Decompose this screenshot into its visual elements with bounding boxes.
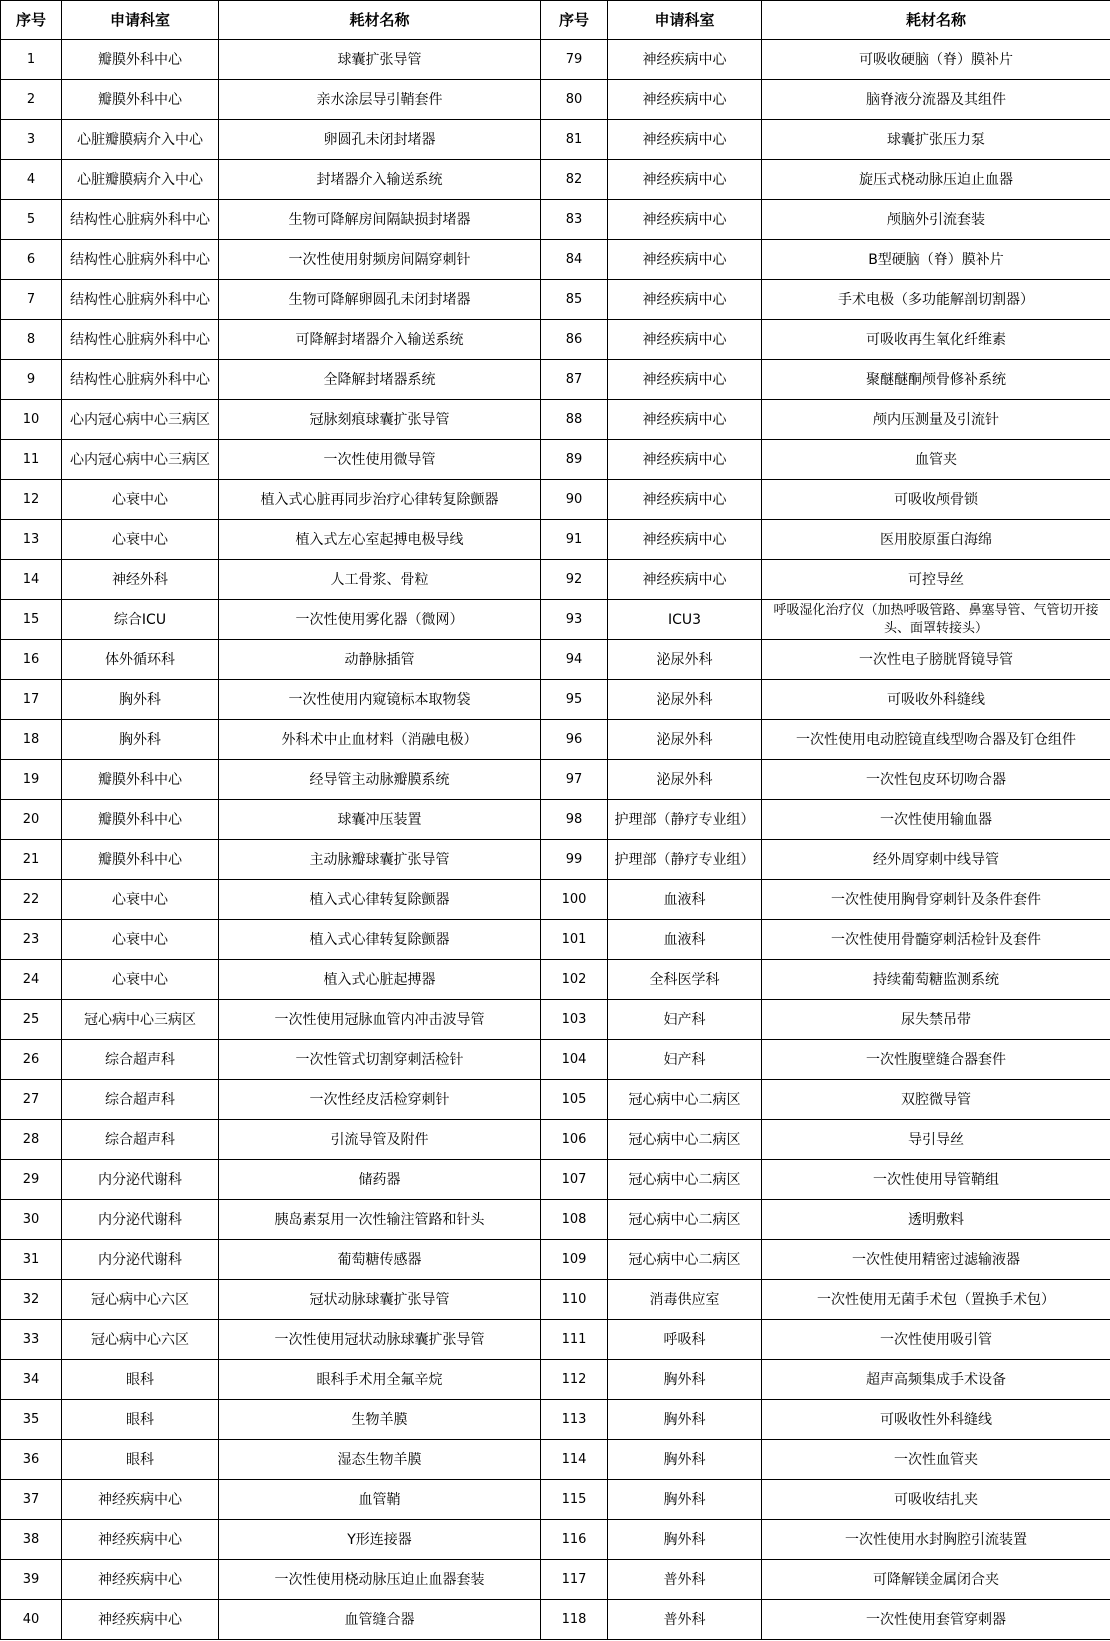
- cell-seq-left: 2: [1, 80, 62, 120]
- table-row: [1, 1480, 1110, 1520]
- cell-seq-left: 32: [1, 1280, 62, 1320]
- cell-seq-left: 38: [1, 1520, 62, 1560]
- cell-item-name-left: 湿态生物羊膜: [219, 1440, 541, 1480]
- cell-seq-left: 12: [1, 480, 62, 520]
- cell-department-left: 结构性心脏病外科中心: [62, 320, 219, 360]
- cell-department-right: 冠心病中心二病区: [608, 1160, 762, 1200]
- cell-seq-left: 26: [1, 1040, 62, 1080]
- cell-seq-left: 31: [1, 1240, 62, 1280]
- cell-item-name-left: 动静脉插管: [219, 640, 541, 680]
- table-body: [1, 40, 1110, 1640]
- cell-department-left: 结构性心脏病外科中心: [62, 280, 219, 320]
- cell-seq-right: 99: [541, 840, 608, 880]
- cell-department-left: 眼科: [62, 1360, 219, 1400]
- cell-seq-right: 91: [541, 520, 608, 560]
- cell-item-name-left: 卵圆孔未闭封堵器: [219, 120, 541, 160]
- header-seq-right: 序号: [541, 1, 608, 40]
- cell-item-name-right: 呼吸湿化治疗仪（加热呼吸管路、鼻塞导管、气管切开接头、面罩转接头）: [762, 600, 1110, 640]
- cell-item-name-left: 一次性使用内窥镜标本取物袋: [219, 680, 541, 720]
- cell-department-right: 胸外科: [608, 1520, 762, 1560]
- cell-item-name-right: 导引导丝: [762, 1120, 1110, 1160]
- cell-seq-right: 80: [541, 80, 608, 120]
- cell-department-left: 心脏瓣膜病介入中心: [62, 120, 219, 160]
- cell-seq-left: 21: [1, 840, 62, 880]
- cell-department-left: 神经疾病中心: [62, 1520, 219, 1560]
- table-row: [1, 280, 1110, 320]
- cell-item-name-right: 旋压式桡动脉压迫止血器: [762, 160, 1110, 200]
- cell-department-left: 瓣膜外科中心: [62, 40, 219, 80]
- table-row: [1, 1200, 1110, 1240]
- cell-item-name-left: 一次性使用冠脉血管内冲击波导管: [219, 1000, 541, 1040]
- table-row: [1, 1320, 1110, 1360]
- cell-seq-right: 105: [541, 1080, 608, 1120]
- cell-department-left: 综合超声科: [62, 1080, 219, 1120]
- cell-department-right: 普外科: [608, 1560, 762, 1600]
- cell-item-name-left: 经导管主动脉瓣膜系统: [219, 760, 541, 800]
- cell-department-left: 瓣膜外科中心: [62, 760, 219, 800]
- table-row: [1, 400, 1110, 440]
- cell-department-right: 神经疾病中心: [608, 360, 762, 400]
- table-row: [1, 440, 1110, 480]
- cell-item-name-left: 一次性使用射频房间隔穿刺针: [219, 240, 541, 280]
- cell-item-name-left: 外科术中止血材料（消融电极）: [219, 720, 541, 760]
- header-seq-left: 序号: [1, 1, 62, 40]
- cell-seq-left: 14: [1, 560, 62, 600]
- header-department-left: 申请科室: [62, 1, 219, 40]
- cell-department-left: 心衰中心: [62, 960, 219, 1000]
- cell-item-name-right: 颅脑外引流套装: [762, 200, 1110, 240]
- table-row: [1, 1520, 1110, 1560]
- table-row: [1, 720, 1110, 760]
- cell-department-right: 血液科: [608, 920, 762, 960]
- cell-seq-right: 89: [541, 440, 608, 480]
- cell-seq-right: 109: [541, 1240, 608, 1280]
- table-row: [1, 80, 1110, 120]
- cell-department-right: 冠心病中心二病区: [608, 1240, 762, 1280]
- cell-seq-right: 81: [541, 120, 608, 160]
- cell-seq-left: 23: [1, 920, 62, 960]
- cell-seq-left: 1: [1, 40, 62, 80]
- table-row: [1, 1440, 1110, 1480]
- header-department-right: 申请科室: [608, 1, 762, 40]
- cell-item-name-right: 脑脊液分流器及其组件: [762, 80, 1110, 120]
- cell-seq-left: 15: [1, 600, 62, 640]
- cell-item-name-left: 冠状动脉球囊扩张导管: [219, 1280, 541, 1320]
- cell-department-left: 内分泌代谢科: [62, 1160, 219, 1200]
- table-row: [1, 240, 1110, 280]
- table-row: [1, 1080, 1110, 1120]
- cell-seq-right: 82: [541, 160, 608, 200]
- cell-item-name-left: 生物可降解房间隔缺损封堵器: [219, 200, 541, 240]
- cell-seq-left: 37: [1, 1480, 62, 1520]
- cell-seq-left: 34: [1, 1360, 62, 1400]
- cell-department-left: 综合ICU: [62, 600, 219, 640]
- cell-item-name-left: 全降解封堵器系统: [219, 360, 541, 400]
- cell-item-name-right: 持续葡萄糖监测系统: [762, 960, 1110, 1000]
- cell-item-name-right: 一次性使用精密过滤输液器: [762, 1240, 1110, 1280]
- table-row: [1, 1280, 1110, 1320]
- cell-seq-left: 20: [1, 800, 62, 840]
- cell-department-right: 胸外科: [608, 1440, 762, 1480]
- cell-item-name-right: 可吸收结扎夹: [762, 1480, 1110, 1520]
- cell-item-name-right: 可吸收性外科缝线: [762, 1400, 1110, 1440]
- cell-item-name-right: 一次性使用吸引管: [762, 1320, 1110, 1360]
- cell-seq-left: 28: [1, 1120, 62, 1160]
- cell-seq-left: 24: [1, 960, 62, 1000]
- cell-seq-right: 96: [541, 720, 608, 760]
- cell-department-left: 神经疾病中心: [62, 1600, 219, 1640]
- cell-seq-left: 33: [1, 1320, 62, 1360]
- cell-item-name-left: 生物可降解卵圆孔未闭封堵器: [219, 280, 541, 320]
- cell-department-right: 胸外科: [608, 1480, 762, 1520]
- cell-department-right: 神经疾病中心: [608, 80, 762, 120]
- cell-item-name-right: 一次性使用导管鞘组: [762, 1160, 1110, 1200]
- cell-seq-left: 4: [1, 160, 62, 200]
- cell-seq-right: 86: [541, 320, 608, 360]
- cell-seq-left: 18: [1, 720, 62, 760]
- table-row: [1, 1560, 1110, 1600]
- cell-department-left: 心内冠心病中心三病区: [62, 440, 219, 480]
- cell-department-left: 冠心病中心六区: [62, 1320, 219, 1360]
- cell-item-name-left: 封堵器介入输送系统: [219, 160, 541, 200]
- cell-seq-left: 3: [1, 120, 62, 160]
- cell-seq-left: 25: [1, 1000, 62, 1040]
- cell-item-name-left: 胰岛素泵用一次性输注管路和针头: [219, 1200, 541, 1240]
- cell-department-right: 神经疾病中心: [608, 280, 762, 320]
- cell-item-name-right: 双腔微导管: [762, 1080, 1110, 1120]
- cell-item-name-left: 血管鞘: [219, 1480, 541, 1520]
- table-row: [1, 680, 1110, 720]
- cell-department-right: 冠心病中心二病区: [608, 1120, 762, 1160]
- table-row: [1, 560, 1110, 600]
- cell-item-name-left: 亲水涂层导引鞘套件: [219, 80, 541, 120]
- cell-department-left: 冠心病中心三病区: [62, 1000, 219, 1040]
- cell-item-name-left: 冠脉刻痕球囊扩张导管: [219, 400, 541, 440]
- cell-department-right: 神经疾病中心: [608, 560, 762, 600]
- cell-seq-right: 87: [541, 360, 608, 400]
- cell-item-name-left: 可降解封堵器介入输送系统: [219, 320, 541, 360]
- cell-department-left: 结构性心脏病外科中心: [62, 360, 219, 400]
- cell-item-name-right: 经外周穿刺中线导管: [762, 840, 1110, 880]
- cell-department-left: 冠心病中心六区: [62, 1280, 219, 1320]
- cell-department-right: 冠心病中心二病区: [608, 1200, 762, 1240]
- table-row: [1, 840, 1110, 880]
- cell-seq-right: 114: [541, 1440, 608, 1480]
- cell-seq-left: 22: [1, 880, 62, 920]
- cell-item-name-left: 植入式心律转复除颤器: [219, 880, 541, 920]
- cell-item-name-right: 血管夹: [762, 440, 1110, 480]
- cell-item-name-left: 植入式心律转复除颤器: [219, 920, 541, 960]
- table-row: [1, 1360, 1110, 1400]
- cell-item-name-left: 一次性使用桡动脉压迫止血器套装: [219, 1560, 541, 1600]
- cell-department-left: 瓣膜外科中心: [62, 840, 219, 880]
- table-row: [1, 1240, 1110, 1280]
- cell-item-name-right: 一次性腹壁缝合器套件: [762, 1040, 1110, 1080]
- cell-item-name-right: 一次性电子膀胱肾镜导管: [762, 640, 1110, 680]
- cell-department-right: 神经疾病中心: [608, 520, 762, 560]
- cell-item-name-right: 透明敷料: [762, 1200, 1110, 1240]
- cell-item-name-left: 血管缝合器: [219, 1600, 541, 1640]
- cell-seq-right: 92: [541, 560, 608, 600]
- cell-department-right: 泌尿外科: [608, 760, 762, 800]
- cell-seq-left: 6: [1, 240, 62, 280]
- cell-department-right: 呼吸科: [608, 1320, 762, 1360]
- cell-item-name-right: 聚醚醚酮颅骨修补系统: [762, 360, 1110, 400]
- cell-department-left: 内分泌代谢科: [62, 1200, 219, 1240]
- header-item-name-left: 耗材名称: [219, 1, 541, 40]
- cell-item-name-left: 储药器: [219, 1160, 541, 1200]
- table-row: [1, 1120, 1110, 1160]
- cell-department-right: 护理部（静疗专业组）: [608, 840, 762, 880]
- header-item-name-right: 耗材名称: [762, 1, 1110, 40]
- cell-seq-right: 110: [541, 1280, 608, 1320]
- table-row: [1, 760, 1110, 800]
- cell-department-right: 胸外科: [608, 1400, 762, 1440]
- cell-department-right: 泌尿外科: [608, 680, 762, 720]
- cell-department-left: 结构性心脏病外科中心: [62, 240, 219, 280]
- table-row: [1, 520, 1110, 560]
- cell-item-name-left: 植入式心脏再同步治疗心律转复除颤器: [219, 480, 541, 520]
- cell-seq-right: 79: [541, 40, 608, 80]
- cell-seq-left: 5: [1, 200, 62, 240]
- cell-department-left: 结构性心脏病外科中心: [62, 200, 219, 240]
- cell-department-right: 神经疾病中心: [608, 40, 762, 80]
- cell-item-name-left: 一次性经皮活检穿刺针: [219, 1080, 541, 1120]
- cell-department-right: 神经疾病中心: [608, 120, 762, 160]
- table-row: [1, 960, 1110, 1000]
- cell-department-left: 瓣膜外科中心: [62, 80, 219, 120]
- cell-department-left: 综合超声科: [62, 1120, 219, 1160]
- cell-item-name-right: 一次性使用电动腔镜直线型吻合器及钉仓组件: [762, 720, 1110, 760]
- cell-department-left: 心内冠心病中心三病区: [62, 400, 219, 440]
- cell-seq-right: 113: [541, 1400, 608, 1440]
- cell-department-left: 眼科: [62, 1400, 219, 1440]
- cell-item-name-right: 可吸收硬脑（脊）膜补片: [762, 40, 1110, 80]
- cell-item-name-right: 可控导丝: [762, 560, 1110, 600]
- cell-department-right: 泌尿外科: [608, 720, 762, 760]
- cell-seq-left: 29: [1, 1160, 62, 1200]
- cell-seq-left: 27: [1, 1080, 62, 1120]
- table-row: [1, 120, 1110, 160]
- cell-item-name-right: 一次性使用无菌手术包（置换手术包）: [762, 1280, 1110, 1320]
- cell-seq-left: 40: [1, 1600, 62, 1640]
- table-row: [1, 1600, 1110, 1640]
- cell-item-name-right: 超声高频集成手术设备: [762, 1360, 1110, 1400]
- cell-item-name-left: 一次性使用冠状动脉球囊扩张导管: [219, 1320, 541, 1360]
- cell-seq-right: 88: [541, 400, 608, 440]
- cell-seq-right: 104: [541, 1040, 608, 1080]
- cell-department-right: 冠心病中心二病区: [608, 1080, 762, 1120]
- cell-item-name-left: 一次性使用雾化器（微网）: [219, 600, 541, 640]
- cell-department-left: 神经外科: [62, 560, 219, 600]
- cell-item-name-right: 一次性使用输血器: [762, 800, 1110, 840]
- cell-seq-right: 111: [541, 1320, 608, 1360]
- cell-department-left: 心衰中心: [62, 920, 219, 960]
- cell-department-left: 神经疾病中心: [62, 1560, 219, 1600]
- cell-item-name-left: 生物羊膜: [219, 1400, 541, 1440]
- cell-seq-left: 39: [1, 1560, 62, 1600]
- cell-department-right: ICU3: [608, 600, 762, 640]
- table-row: [1, 320, 1110, 360]
- cell-item-name-left: 植入式左心室起搏电极导线: [219, 520, 541, 560]
- cell-seq-right: 103: [541, 1000, 608, 1040]
- cell-item-name-right: 一次性使用骨髓穿刺活检针及套件: [762, 920, 1110, 960]
- cell-department-right: 神经疾病中心: [608, 320, 762, 360]
- cell-item-name-right: 尿失禁吊带: [762, 1000, 1110, 1040]
- cell-department-left: 心脏瓣膜病介入中心: [62, 160, 219, 200]
- cell-item-name-right: 可吸收再生氧化纤维素: [762, 320, 1110, 360]
- cell-seq-right: 108: [541, 1200, 608, 1240]
- cell-item-name-left: 植入式心脏起搏器: [219, 960, 541, 1000]
- cell-seq-left: 10: [1, 400, 62, 440]
- table-row: [1, 640, 1110, 680]
- cell-department-right: 神经疾病中心: [608, 440, 762, 480]
- cell-seq-right: 93: [541, 600, 608, 640]
- header-row: [1, 1, 1110, 40]
- table-row: [1, 920, 1110, 960]
- table-row: [1, 800, 1110, 840]
- cell-seq-right: 100: [541, 880, 608, 920]
- cell-department-left: 综合超声科: [62, 1040, 219, 1080]
- cell-seq-left: 11: [1, 440, 62, 480]
- cell-seq-right: 85: [541, 280, 608, 320]
- cell-seq-left: 19: [1, 760, 62, 800]
- cell-department-right: 普外科: [608, 1600, 762, 1640]
- cell-item-name-right: 一次性使用套管穿刺器: [762, 1600, 1110, 1640]
- table-row: [1, 480, 1110, 520]
- cell-department-right: 消毒供应室: [608, 1280, 762, 1320]
- cell-item-name-right: 可降解镁金属闭合夹: [762, 1560, 1110, 1600]
- cell-item-name-left: Y形连接器: [219, 1520, 541, 1560]
- cell-item-name-right: 医用胶原蛋白海绵: [762, 520, 1110, 560]
- cell-seq-left: 36: [1, 1440, 62, 1480]
- table-row: [1, 200, 1110, 240]
- cell-item-name-right: 可吸收颅骨锁: [762, 480, 1110, 520]
- table-row: [1, 880, 1110, 920]
- cell-department-left: 胸外科: [62, 680, 219, 720]
- cell-seq-right: 112: [541, 1360, 608, 1400]
- cell-seq-right: 97: [541, 760, 608, 800]
- cell-seq-left: 17: [1, 680, 62, 720]
- cell-seq-right: 116: [541, 1520, 608, 1560]
- cell-item-name-left: 人工骨浆、骨粒: [219, 560, 541, 600]
- cell-department-right: 神经疾病中心: [608, 400, 762, 440]
- cell-seq-left: 7: [1, 280, 62, 320]
- cell-seq-left: 30: [1, 1200, 62, 1240]
- cell-department-right: 护理部（静疗专业组）: [608, 800, 762, 840]
- cell-item-name-right: 颅内压测量及引流针: [762, 400, 1110, 440]
- table-row: [1, 160, 1110, 200]
- cell-department-left: 眼科: [62, 1440, 219, 1480]
- cell-item-name-left: 一次性管式切割穿刺活检针: [219, 1040, 541, 1080]
- cell-department-right: 神经疾病中心: [608, 160, 762, 200]
- cell-department-left: 瓣膜外科中心: [62, 800, 219, 840]
- cell-seq-right: 102: [541, 960, 608, 1000]
- cell-department-right: 全科医学科: [608, 960, 762, 1000]
- cell-department-right: 泌尿外科: [608, 640, 762, 680]
- cell-department-right: 胸外科: [608, 1360, 762, 1400]
- cell-seq-right: 94: [541, 640, 608, 680]
- table-row: [1, 600, 1110, 640]
- cell-item-name-left: 主动脉瓣球囊扩张导管: [219, 840, 541, 880]
- cell-seq-left: 9: [1, 360, 62, 400]
- table-row: [1, 40, 1110, 80]
- cell-item-name-right: 一次性血管夹: [762, 1440, 1110, 1480]
- cell-department-right: 血液科: [608, 880, 762, 920]
- cell-department-right: 神经疾病中心: [608, 200, 762, 240]
- cell-department-right: 妇产科: [608, 1040, 762, 1080]
- cell-department-left: 胸外科: [62, 720, 219, 760]
- cell-seq-right: 83: [541, 200, 608, 240]
- cell-department-right: 神经疾病中心: [608, 240, 762, 280]
- cell-seq-left: 13: [1, 520, 62, 560]
- cell-seq-right: 98: [541, 800, 608, 840]
- cell-seq-right: 90: [541, 480, 608, 520]
- cell-item-name-left: 眼科手术用全氟辛烷: [219, 1360, 541, 1400]
- table-row: [1, 1000, 1110, 1040]
- cell-seq-right: 84: [541, 240, 608, 280]
- table-row: [1, 1400, 1110, 1440]
- cell-seq-right: 95: [541, 680, 608, 720]
- cell-seq-right: 118: [541, 1600, 608, 1640]
- cell-item-name-left: 一次性使用微导管: [219, 440, 541, 480]
- cell-department-left: 体外循环科: [62, 640, 219, 680]
- cell-item-name-right: 一次性包皮环切吻合器: [762, 760, 1110, 800]
- cell-item-name-right: 手术电极（多功能解剖切割器）: [762, 280, 1110, 320]
- cell-seq-right: 106: [541, 1120, 608, 1160]
- table-row: [1, 1040, 1110, 1080]
- cell-item-name-right: 一次性使用水封胸腔引流装置: [762, 1520, 1110, 1560]
- cell-item-name-left: 球囊扩张导管: [219, 40, 541, 80]
- cell-seq-left: 35: [1, 1400, 62, 1440]
- cell-department-right: 神经疾病中心: [608, 480, 762, 520]
- cell-department-left: 心衰中心: [62, 480, 219, 520]
- cell-seq-left: 8: [1, 320, 62, 360]
- table-row: [1, 1160, 1110, 1200]
- cell-department-left: 内分泌代谢科: [62, 1240, 219, 1280]
- cell-department-left: 神经疾病中心: [62, 1480, 219, 1520]
- cell-department-left: 心衰中心: [62, 880, 219, 920]
- cell-department-right: 妇产科: [608, 1000, 762, 1040]
- cell-item-name-left: 球囊冲压装置: [219, 800, 541, 840]
- cell-department-left: 心衰中心: [62, 520, 219, 560]
- cell-seq-right: 115: [541, 1480, 608, 1520]
- cell-item-name-left: 葡萄糖传感器: [219, 1240, 541, 1280]
- cell-seq-right: 101: [541, 920, 608, 960]
- cell-item-name-right: B型硬脑（脊）膜补片: [762, 240, 1110, 280]
- cell-item-name-right: 可吸收外科缝线: [762, 680, 1110, 720]
- cell-seq-right: 107: [541, 1160, 608, 1200]
- cell-item-name-right: 一次性使用胸骨穿刺针及条件套件: [762, 880, 1110, 920]
- cell-seq-left: 16: [1, 640, 62, 680]
- cell-item-name-left: 引流导管及附件: [219, 1120, 541, 1160]
- table-row: [1, 360, 1110, 400]
- cell-item-name-right: 球囊扩张压力泵: [762, 120, 1110, 160]
- cell-seq-right: 117: [541, 1560, 608, 1600]
